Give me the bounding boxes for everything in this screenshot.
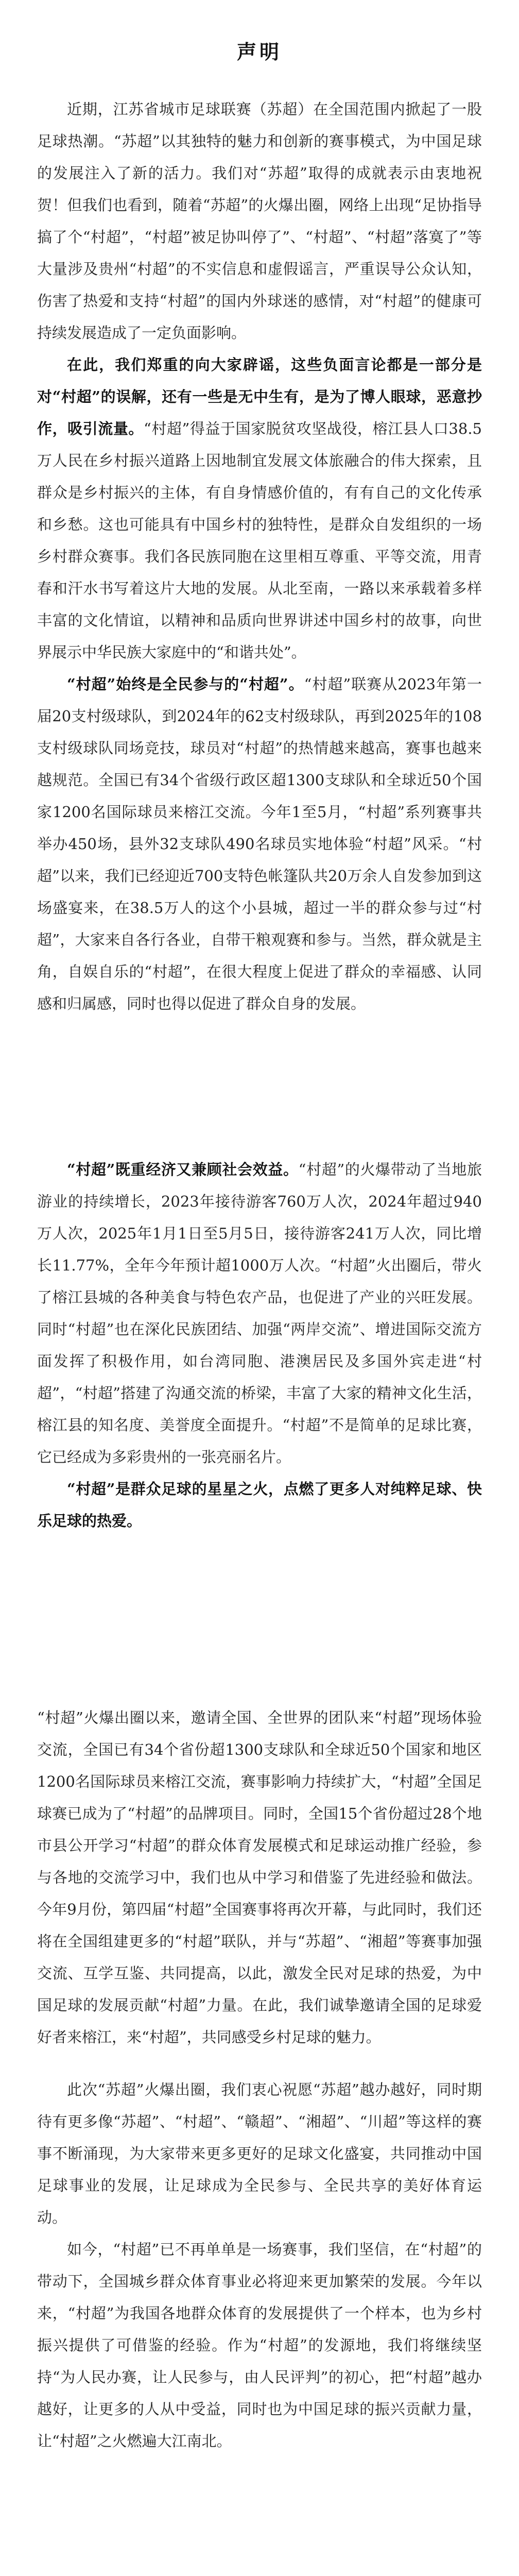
paragraph-outlook: 如今，“村超”已不再单单是一场赛事，我们坚信，在“村超”的带动下，全国城乡群众体育事业必将迎来更加繁荣的发展。今年以来，“村超”为我国各地群众体育的发展提供了一个样本，也为乡村振兴提供了可借鉴的经验。作为“村超”的发源地，我们将继续坚持“为人民办赛，让人民参与，由人民评判”的初心，把“村超”越办越好，让更多的人从中受益，同时也为中国足球的振兴贡献力量，让“村超”之火燃遍大江南北。: [37, 2241, 482, 2450]
paragraph-benefits: [37, 1154, 482, 1473]
blank-space: [37, 1537, 482, 1702]
paragraph-participation-bold: “村超”始终是全民参与的“村超”。: [67, 675, 304, 693]
blank-space: [37, 1020, 482, 1154]
paragraph-benefits-text: “村超”的火爆带动了当地旅游业的持续增长，2023年接待游客760万人次，2024年超过940万人次，2025年1月1日至5月5日，接待游客241万人次，同比增长11.77%，全年今年预计超1000万人次。“村超”火出圈后，带火了榕江县城的各种美食与特色农产品，也促进了产业的兴旺发展。同时“村超”也在深化民族团结、加强“两岸交流”、增进国际交流方面发挥了积极作用，如台湾同胞、港澳居民及多国外宾走进“村超”，“村超”搭建了沟通交流的桥梁，丰富了大家的精神文化生活，榕江县的知名度、美誉度全面提升。“村超”不是简单的足球比赛，它已经成为多彩贵州的一张亮丽名片。: [37, 1161, 482, 1466]
paragraph-participation: [37, 668, 482, 1020]
paragraph-spark-bold: “村超”是群众足球的星星之火，点燃了更多人对纯粹足球、快乐足球的热爱。: [37, 1480, 482, 1530]
paragraph-spark-continued: “村超”火爆出圈以来，邀请全国、全世界的团队来“村超”现场体验交流，全国已有34个省份超1300支球队和全球近50个国家和地区1200名国际球员来榕江交流，赛事影响力持续扩大，“村超”全国足球赛已成为了“村超”的品牌项目。同时，全国15个省份超过28个地市县公开学习“村超”的群众体育发展模式和足球运动推广经验，参与各地的交流学习中，我们也从中学习和借鉴了先进经验和做法。今年9月份，第四届“村超”全国赛事将再次开幕，与此同时，我们还将在全国组建更多的“村超”联队，并与“苏超”、“湘超”等赛事加强交流、互学互鉴、共同提高，以此，激发全民对足球的热爱，为中国足球的发展贡献“村超”力量。在此，我们诚挚邀请全国的足球爱好者来榕江，来“村超”，共同感受乡村足球的魅力。: [37, 1709, 482, 2046]
paragraph-participation-text: “村超”联赛从2023年第一届20支村级球队，到2024年的62支村级球队，再到2025年的108支村级球队同场竞技，球员对“村超”的热情越来越高，赛事也越来越规范。全国已有34个省级行政区超1300支球队和全球近50个国家1200名国际球员来榕江交流。今年1至5月，“村超”系列赛事共举办450场，县外32支球队490名球员实地体验“村超”风采。“村超”以来，我们已经迎近700支特色帐篷队共20万余人自发参加到这场盛宴来，在38.5万人的这个小县城，超过一半的群众参与过“村超”，大家来自各行各业，自带干粮观赛和参与。当然，群众就是主角，自娱自乐的“村超”，在很大程度上促进了群众的幸福感、认同感和归属感，同时也得以促进了群众自身的发展。: [37, 675, 482, 1012]
paragraph-spark: [37, 1473, 482, 1537]
paragraph-intro: 近期，江苏省城市足球联赛（苏超）在全国范围内掀起了一股足球热潮。“苏超”以其独特的魅力和创新的赛事模式，为中国足球的发展注入了新的活力。我们对“苏超”取得的成就表示由衷地祝贺！但我们也看到，随着“苏超”的火爆出圈，网络上出现“足协指导搞了个“村超”，“村超”被足协叫停了”、“村超”、“村超”落寞了”等大量涉及贵州“村超”的不实信息和虚假谣言，严重误导公众认知，伤害了热爱和支持“村超”的国内外球迷的感情，对“村超”的健康可持续发展造成了一定负面影响。: [37, 100, 482, 342]
blank-space: [37, 2457, 482, 2576]
paragraph-wishes: 此次“苏超”火爆出圈，我们衷心祝愿“苏超”越办越好，同时期待有更多像“苏超”、“村超”、“赣超”、“湘超”、“川超”等这样的赛事不断涌现，为大家带来更多更好的足球文化盛宴，共同推动中国足球事业的发展，让足球成为全民参与、全民共享的美好体育运动。: [37, 2081, 482, 2226]
document-title: 声明: [236, 40, 282, 63]
paragraph-clarification-text: “村超”得益于国家脱贫攻坚战役，榕江县人口38.5万人民在乡村振兴道路上因地制宜发展文体旅融合的伟大探索，且群众是乡村振兴的主体，有自身情感价值的，有有自己的文化传承和乡愁。这也可能具有中国乡村的独特性，是群众自发组织的一场乡村群众赛事。我们各民族同胞在这里相互尊重、平等交流，用青春和汗水书写着这片大地的发展。从北至南，一路以来承载着多样丰富的文化情谊，以精神和品质向世界讲述中国乡村的故事，向世界展示中华民族大家庭中的“和谐共处”。: [37, 420, 482, 661]
section-three: [37, 1702, 482, 2457]
section-two: [37, 1154, 482, 1537]
paragraph-benefits-bold: “村超”既重经济又兼顾社会效益。: [67, 1161, 299, 1178]
section-one: [37, 93, 482, 1020]
paragraph-clarification-bold: 在此，我们郑重的向大家辟谣，这些负面言论都是一部分是对“村超”的误解，还有一些是无中生有，是为了博人眼球，恶意抄作，吸引流量。: [37, 356, 482, 437]
paragraph-clarification: [37, 349, 482, 668]
